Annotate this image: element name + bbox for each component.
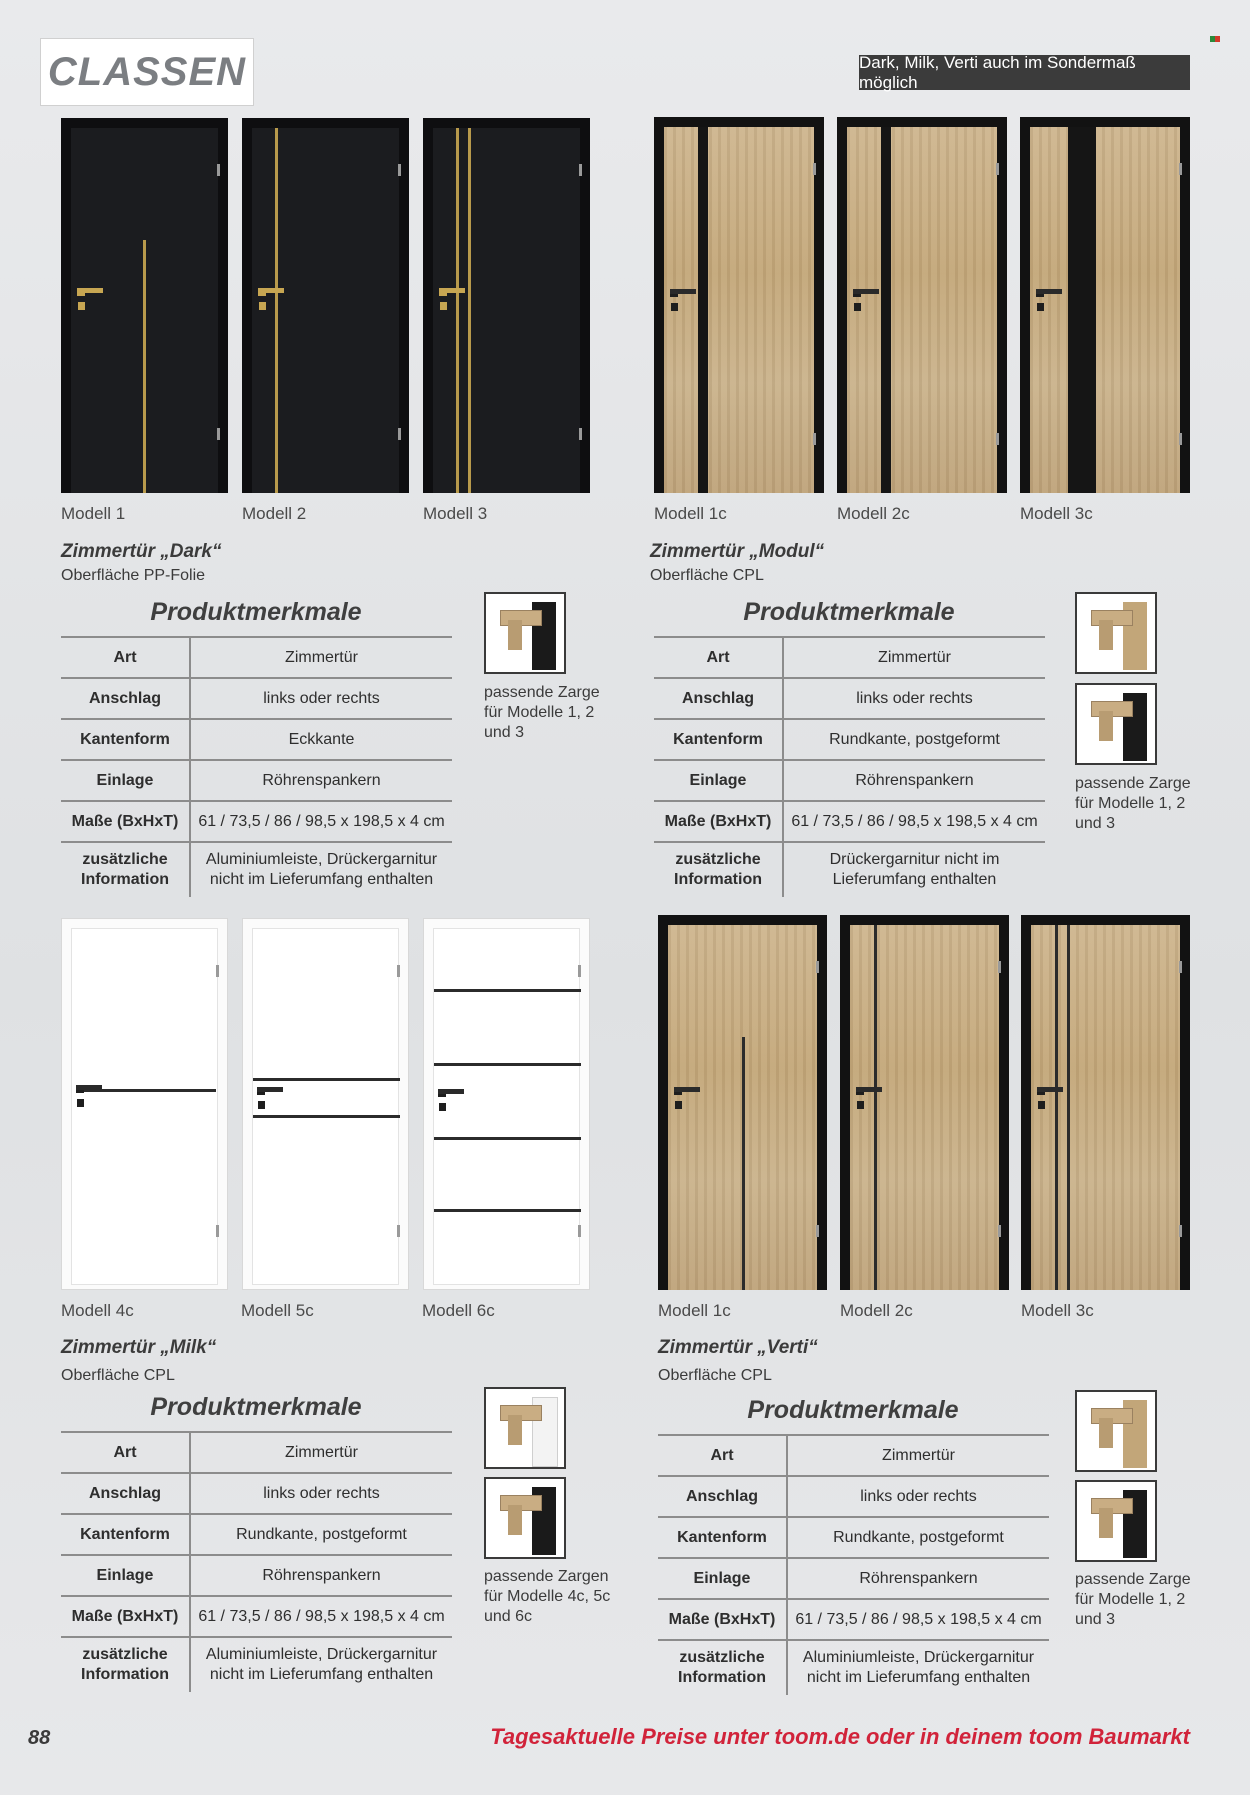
door-modell-3c-verti — [1021, 915, 1190, 1290]
spec-row: Kantenform Rundkante, postgeformt — [654, 719, 1045, 760]
model-caption: Modell 1c — [658, 1301, 731, 1320]
door-modell-1 — [61, 118, 228, 493]
product-surface: Oberfläche CPL — [650, 567, 764, 584]
product-title: Zimmertür „Verti“ — [658, 1337, 818, 1358]
frame-note: passende Zarge für Modelle 1, 2 und 3 — [1075, 775, 1191, 832]
specs-heading: Produktmerkmale — [150, 598, 362, 626]
model-caption: Modell 6c — [422, 1301, 495, 1320]
spec-row: zusätzliche Information Aluminiumleiste, Drückergarnitur nicht im Lieferumfang enthalten — [61, 1637, 452, 1692]
model-caption: Modell 3c — [1021, 1301, 1094, 1320]
specs-table — [658, 1434, 1049, 1695]
spec-row: zusätzliche Information Aluminiumleiste, Drückergarnitur nicht im Lieferumfang enthalten — [61, 842, 452, 897]
footer-price-note: Tagesaktuelle Preise unter toom.de oder in deinem toom Baumarkt — [490, 1724, 1190, 1749]
model-caption: Modell 3c — [1020, 504, 1093, 523]
page-number: 88 — [28, 1727, 51, 1749]
sondermass-note: Dark, Milk, Verti auch im Sondermaß möglich — [859, 55, 1190, 90]
door-modell-2 — [242, 118, 409, 493]
frame-note: passende Zarge für Modelle 1, 2 und 3 — [484, 684, 600, 741]
specs-heading: Produktmerkmale — [150, 1393, 362, 1421]
spec-row: Art Zimmertür — [61, 637, 452, 678]
frame-note: passende Zargen für Modelle 4c, 5c und 6c — [484, 1568, 611, 1625]
spec-row: Art Zimmertür — [654, 637, 1045, 678]
spec-row: Anschlag links oder rechts — [61, 1473, 452, 1514]
frame-dark-icon — [1075, 683, 1157, 765]
specs-table — [61, 636, 452, 897]
spec-row: Maße (BxHxT) 61 / 73,5 / 86 / 98,5 x 198,5 x 4 cm — [61, 801, 452, 842]
model-caption: Modell 1c — [654, 504, 727, 523]
spec-row: Anschlag links oder rechts — [61, 678, 452, 719]
door-modell-1c — [654, 117, 824, 493]
spec-row: zusätzliche Information Drückergarnitur nicht im Lieferumfang enthalten — [654, 842, 1045, 897]
spec-row: Einlage Röhrenspankern — [658, 1558, 1049, 1599]
frame-dark-icon — [484, 1477, 566, 1559]
classen-logo — [40, 38, 254, 106]
spec-row: zusätzliche Information Aluminiumleiste, Drückergarnitur nicht im Lieferumfang enthalten — [658, 1640, 1049, 1695]
spec-row: Kantenform Rundkante, postgeformt — [658, 1517, 1049, 1558]
product-title: Zimmertür „Dark“ — [61, 541, 222, 562]
frame-oak-icon — [1075, 592, 1157, 674]
frame-oak-icon — [1075, 1390, 1157, 1472]
spec-row: Anschlag links oder rechts — [658, 1476, 1049, 1517]
model-caption: Modell 2 — [242, 504, 307, 523]
specs-table — [654, 636, 1045, 897]
flag-mark-icon — [1210, 36, 1220, 42]
spec-row: Maße (BxHxT) 61 / 73,5 / 86 / 98,5 x 198,5 x 4 cm — [61, 1596, 452, 1637]
specs-table — [61, 1431, 452, 1692]
spec-row: Art Zimmertür — [61, 1432, 452, 1473]
logo-text: CLASSEN — [47, 49, 247, 94]
door-modell-6c — [423, 918, 590, 1290]
door-modell-4c — [61, 918, 228, 1290]
spec-row: Maße (BxHxT) 61 / 73,5 / 86 / 98,5 x 198,5 x 4 cm — [654, 801, 1045, 842]
product-surface: Oberfläche CPL — [658, 1367, 772, 1384]
frame-white-icon — [484, 1387, 566, 1469]
spec-row: Kantenform Eckkante — [61, 719, 452, 760]
frame-dark-icon — [1075, 1480, 1157, 1562]
door-modell-2c — [837, 117, 1007, 493]
product-title: Zimmertür „Milk“ — [61, 1337, 217, 1358]
model-caption: Modell 4c — [61, 1301, 134, 1320]
door-modell-3 — [423, 118, 590, 493]
product-surface: Oberfläche PP-Folie — [61, 567, 206, 584]
specs-heading: Produktmerkmale — [743, 598, 955, 626]
spec-row: Einlage Röhrenspankern — [654, 760, 1045, 801]
model-caption: Modell 2c — [837, 504, 910, 523]
product-title: Zimmertür „Modul“ — [650, 541, 825, 562]
spec-row: Art Zimmertür — [658, 1435, 1049, 1476]
spec-row: Kantenform Rundkante, postgeformt — [61, 1514, 452, 1555]
door-modell-5c — [242, 918, 409, 1290]
spec-row: Maße (BxHxT) 61 / 73,5 / 86 / 98,5 x 198,5 x 4 cm — [658, 1599, 1049, 1640]
spec-row: Einlage Röhrenspankern — [61, 1555, 452, 1596]
model-caption: Modell 3 — [423, 504, 488, 523]
frame-dark-icon — [484, 592, 566, 674]
spec-row: Anschlag links oder rechts — [654, 678, 1045, 719]
door-modell-2c-verti — [840, 915, 1009, 1290]
product-surface: Oberfläche CPL — [61, 1367, 175, 1384]
model-caption: Modell 5c — [241, 1301, 314, 1320]
specs-heading: Produktmerkmale — [747, 1396, 959, 1424]
door-modell-3c — [1020, 117, 1190, 493]
model-caption: Modell 1 — [61, 504, 126, 523]
frame-note: passende Zarge für Modelle 1, 2 und 3 — [1075, 1571, 1191, 1628]
model-caption: Modell 2c — [840, 1301, 913, 1320]
spec-row: Einlage Röhrenspankern — [61, 760, 452, 801]
door-modell-1c-verti — [658, 915, 827, 1290]
